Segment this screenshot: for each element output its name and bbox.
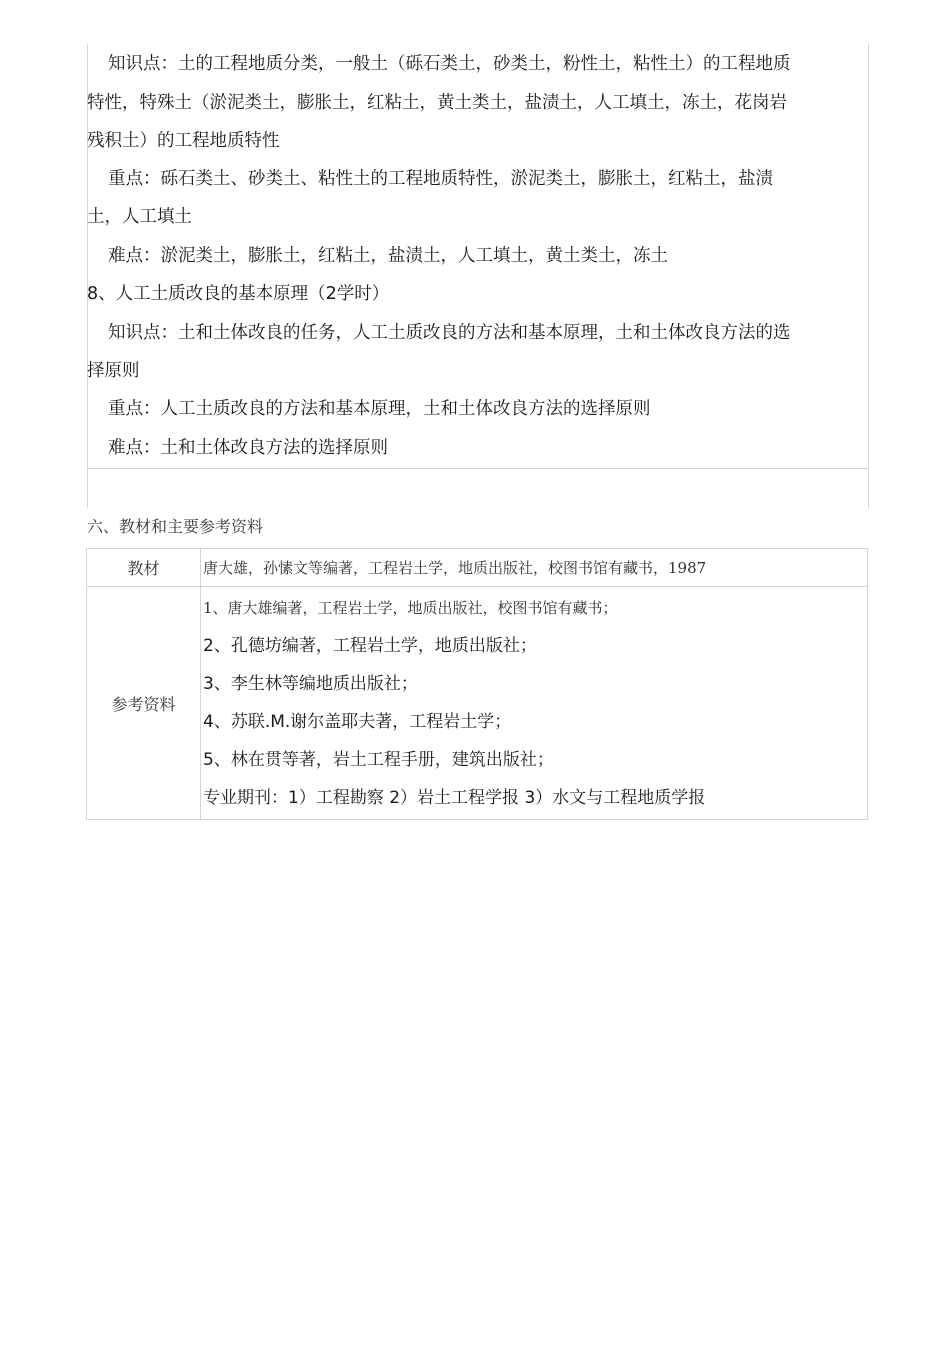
ch8-title: 8、人工土质改良的基本原理（2学时） [87,284,390,304]
ch8-knowledge-line-2: 择原则 [87,361,140,381]
references-list [201,587,868,820]
textbook-row [87,549,868,587]
reference-item: 3、李生林等编地质出版社； [203,674,418,694]
reference-item: 4、苏联.M.谢尔盖耶夫著，工程岩土学； [203,712,512,732]
ch8-key: 重点：人工土质改良的方法和基本原理，土和土体改良方法的选择原则 [108,399,651,419]
reference-item: 专业期刊：1）工程勘察 2）岩土工程学报 3）水文与工程地质学报 [203,788,706,808]
reference-item: 2、孔德坊编著，工程岩土学，地质出版社； [203,636,537,656]
spacer-row [87,468,869,508]
ch7-difficulty: 难点：淤泥类土，膨胀土，红粘土，盐渍土，人工填土，黄土类土，冻土 [108,246,668,266]
ch7-knowledge-line-1: 知识点：土的工程地质分类，一般土（砾石类土，砂类土，粉性土，粘性土）的工程地质 [108,54,791,74]
references-label: 参考资料 [87,587,201,820]
ch8-difficulty: 难点：土和土体改良方法的选择原则 [108,438,388,458]
ch7-knowledge-line-3: 残积土）的工程地质特性 [87,131,280,151]
ch7-knowledge-line-2: 特性，特殊土（淤泥类土，膨胀土，红粘土，黄土类土，盐渍土，人工填土，冻土，花岗岩 [87,93,787,113]
ch7-key-line-1: 重点：砾石类土、砂类土、粘性土的工程地质特性，淤泥类土，膨胀土，红粘土，盐渍 [108,169,773,189]
textbook-value: 唐大雄，孙愫文等编著，工程岩土学，地质出版社，校图书馆有藏书，1987 [201,549,868,587]
section-6-heading: 六、教材和主要参考资料 [87,517,264,536]
reference-item: 5、林在贯等著，岩土工程手册，建筑出版社； [203,750,554,770]
reference-item: 1、唐大雄编著，工程岩土学，地质出版社，校图书馆有藏书； [203,599,618,617]
ch8-knowledge-line-1: 知识点：土和土体改良的任务，人工土质改良的方法和基本原理，土和土体改良方法的选 [108,323,791,343]
references-table [86,548,868,820]
ch7-key-line-2: 土，人工填土 [87,207,192,227]
textbook-label: 教材 [87,549,201,587]
references-row [87,587,868,820]
